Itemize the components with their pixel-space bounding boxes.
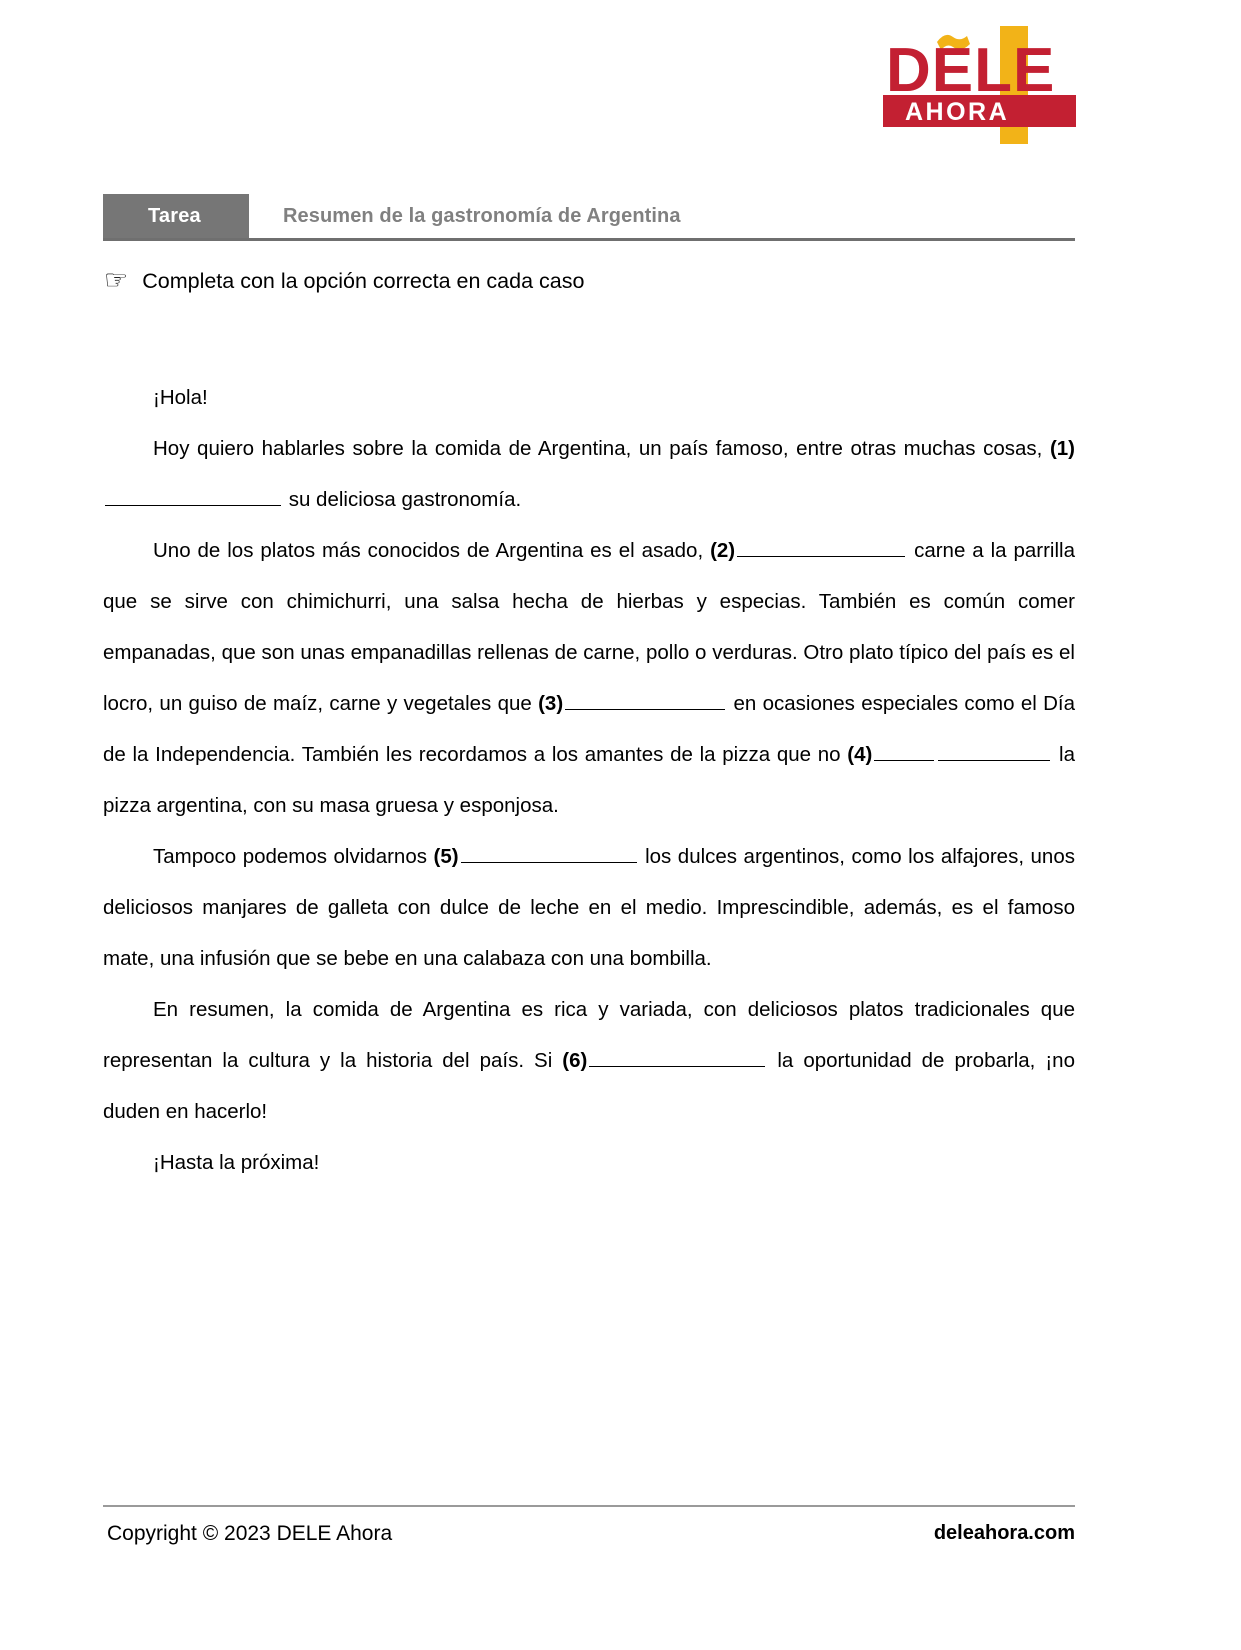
p2-text-b: carne a la parrilla que se sirve con chimichurri, una salsa hecha de hierbas y especias. También es común comer empanadas, que son unas empanadillas rellenas de carne, pollo o verduras. Otro plato típico del país es el locro, un guiso de maíz, carne y vegetales que (103, 539, 1075, 715)
p1-text-before: Hoy quiero hablarles sobre la comida de Argentina, un país famoso, entre otras muchas cosas, (153, 437, 1043, 460)
instruction-text: Completa con la opción correcta en cada caso (142, 269, 585, 293)
answer-blank-1[interactable] (105, 505, 281, 506)
pointing-hand-icon: ☞ (104, 265, 129, 295)
logo-dele-text: DELE (886, 36, 1056, 105)
p2-text-c: en ocasiones especiales como el Día de la Independencia. También les recordamos a los amantes de la pizza que no (103, 692, 1075, 766)
blank-number-2: (2) (710, 539, 736, 562)
answer-blank-5[interactable] (461, 862, 637, 863)
task-title: Resumen de la gastronomía de Argentina (283, 204, 681, 227)
blank-number-1: (1) (1049, 437, 1075, 460)
answer-blank-2[interactable] (737, 556, 905, 557)
paragraph-closing (103, 1137, 1075, 1188)
logo-ahora-text: AHORA (905, 98, 1010, 126)
paragraph-2 (103, 525, 1075, 831)
p3-text-b: los dulces argentinos, como los alfajores, unos deliciosos manjares de galleta con dulce de leche en el medio. Imprescindible, además, es el famoso mate, una infusión que se bebe en una calabaza con una bombilla. (103, 845, 1075, 970)
task-tag-label: Tarea (103, 194, 249, 238)
blank-number-6: (6) (562, 1049, 588, 1072)
blank-number-5: (5) (433, 845, 459, 868)
answer-blank-6[interactable] (589, 1066, 765, 1067)
p2-text-a: Uno de los platos más conocidos de Argentina es el asado, (153, 539, 704, 562)
answer-blank-4a[interactable] (874, 760, 934, 761)
blank-number-4: (4) (847, 743, 873, 766)
footer-divider (103, 1505, 1075, 1507)
logo-graphic (878, 22, 1078, 150)
blank-number-3: (3) (538, 692, 564, 715)
p2-text-d: la pizza argentina, con su masa gruesa y esponjosa. (103, 743, 1076, 817)
task-header (103, 194, 1075, 240)
footer-website[interactable]: deleahora.com (933, 1522, 1075, 1544)
p1-text-after: su deliciosa gastronomía. (288, 488, 522, 511)
dele-ahora-logo (878, 22, 1078, 150)
answer-blank-3[interactable] (565, 709, 725, 710)
answer-blank-4b[interactable] (938, 760, 1050, 761)
exercise-body (103, 372, 1075, 1188)
paragraph-4 (103, 984, 1075, 1137)
p4-text-a: En resumen, la comida de Argentina es rica y variada, con deliciosos platos tradicionales que representan la cultura y la historia del país. Si (103, 998, 1075, 1072)
closing-text: ¡Hasta la próxima! (153, 1151, 320, 1174)
paragraph-1 (103, 423, 1075, 525)
paragraph-3 (103, 831, 1075, 984)
greeting-text: ¡Hola! (153, 386, 208, 409)
instruction-row (104, 265, 585, 295)
p3-text-a: Tampoco podemos olvidarnos (153, 845, 427, 868)
task-header-divider (103, 238, 1075, 241)
p4-text-b: la oportunidad de probarla, ¡no duden en hacerlo! (103, 1049, 1075, 1123)
footer-copyright: Copyright © 2023 DELE Ahora (107, 1522, 393, 1545)
paragraph-greeting (103, 372, 1075, 423)
